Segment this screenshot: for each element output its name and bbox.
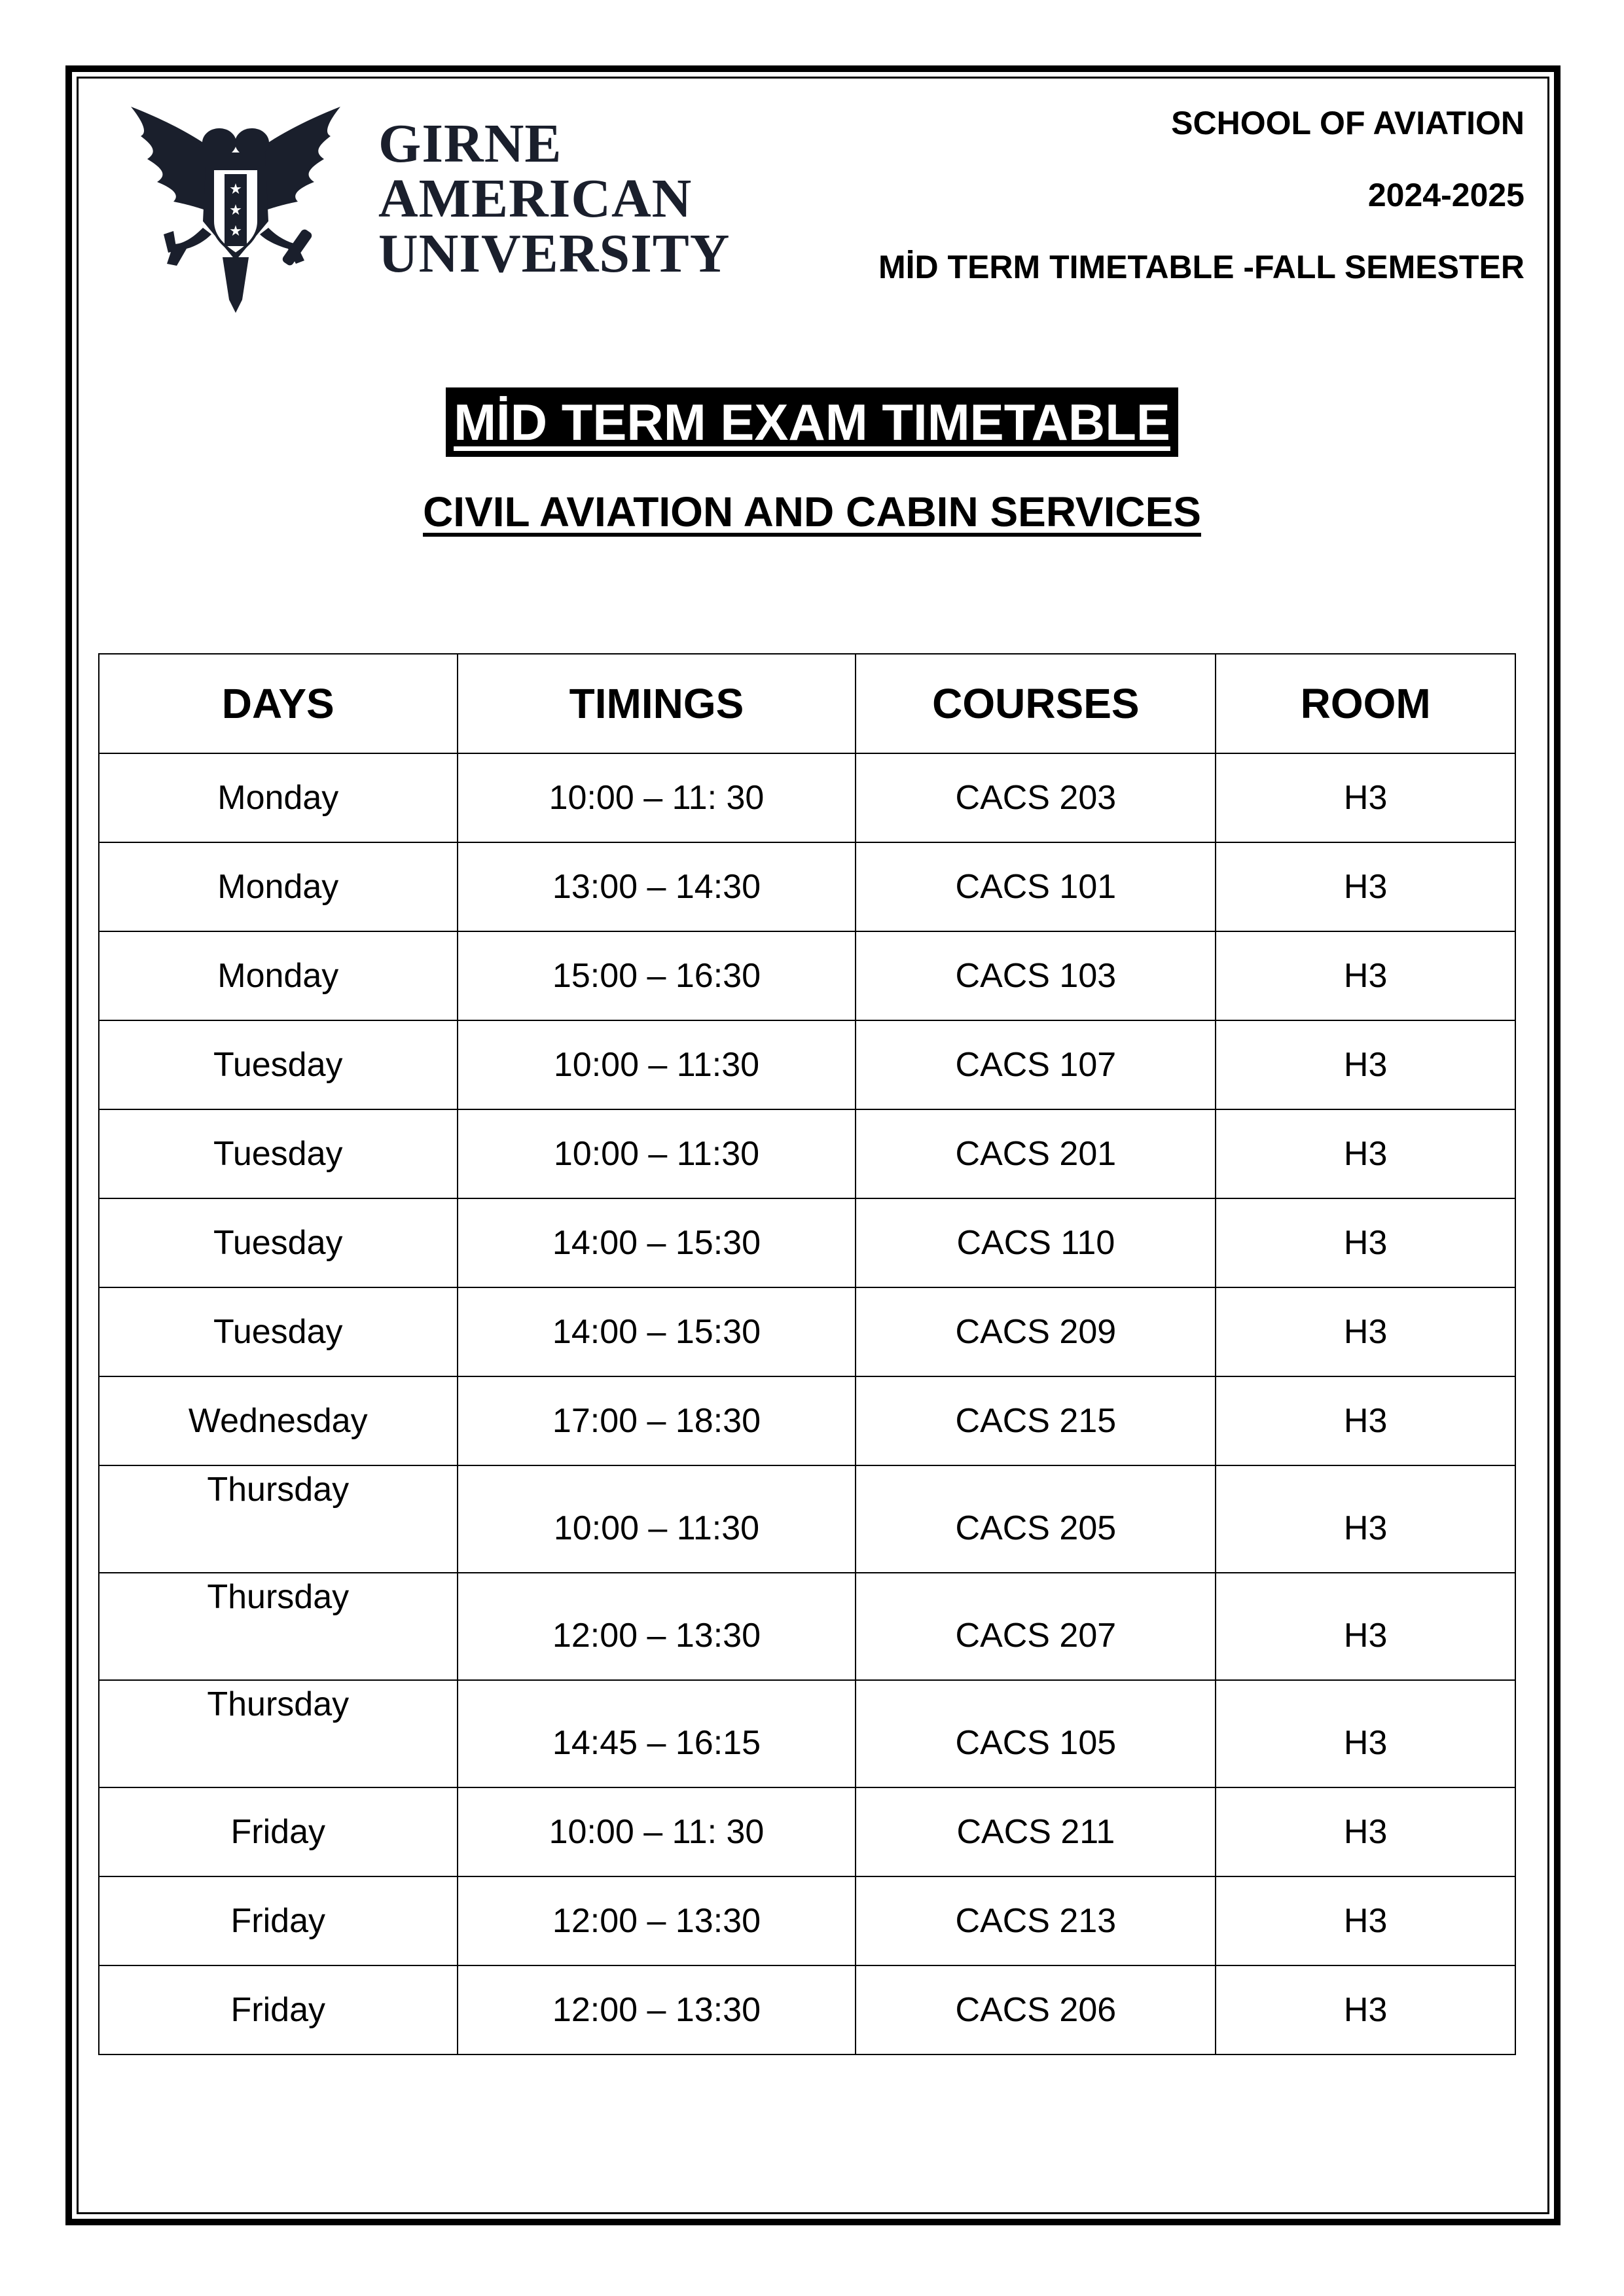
table-header-row xyxy=(99,654,1515,753)
header-info xyxy=(878,98,1525,314)
timing-cell: 13:00 – 14:30 xyxy=(458,842,856,931)
timing-cell: 14:45 – 16:15 xyxy=(458,1680,856,1787)
table-row xyxy=(99,1965,1515,2054)
room-cell: H3 xyxy=(1216,1020,1515,1109)
table-row xyxy=(99,1109,1515,1198)
course-cell: CACS 209 xyxy=(856,1287,1216,1376)
timing-cell: 10:00 – 11: 30 xyxy=(458,1787,856,1876)
day-cell: Friday xyxy=(99,1965,458,2054)
course-cell: CACS 203 xyxy=(856,753,1216,842)
school-name: SCHOOL OF AVIATION xyxy=(1171,105,1525,141)
svg-text:★: ★ xyxy=(229,223,242,240)
timing-cell: 12:00 – 13:30 xyxy=(458,1573,856,1680)
day-cell: Wednesday xyxy=(99,1376,458,1465)
table-row xyxy=(99,1287,1515,1376)
column-header-days: DAYS xyxy=(99,654,458,753)
room-cell: H3 xyxy=(1216,1376,1515,1465)
university-name-line-2: AMERICAN xyxy=(378,168,693,229)
column-header-room: ROOM xyxy=(1216,654,1515,753)
table-row xyxy=(99,1020,1515,1109)
column-header-timings: TIMINGS xyxy=(458,654,856,753)
day-cell: Monday xyxy=(99,842,458,931)
day-cell: Tuesday xyxy=(99,1020,458,1109)
course-cell: CACS 215 xyxy=(856,1376,1216,1465)
page-title xyxy=(0,387,1624,457)
day-cell: Thursday xyxy=(99,1573,458,1680)
column-header-courses: COURSES xyxy=(856,654,1216,753)
timing-cell: 17:00 – 18:30 xyxy=(458,1376,856,1465)
svg-text:★: ★ xyxy=(229,202,242,219)
university-name-line-1: GIRNE xyxy=(378,113,562,174)
timing-cell: 10:00 – 11:30 xyxy=(458,1020,856,1109)
table-row xyxy=(99,931,1515,1020)
course-cell: CACS 205 xyxy=(856,1465,1216,1573)
course-cell: CACS 211 xyxy=(856,1787,1216,1876)
room-cell: H3 xyxy=(1216,842,1515,931)
eagle-crest-logo-icon xyxy=(128,97,344,316)
day-cell: Tuesday xyxy=(99,1287,458,1376)
day-cell: Monday xyxy=(99,931,458,1020)
course-cell: CACS 103 xyxy=(856,931,1216,1020)
day-cell: Friday xyxy=(99,1876,458,1965)
timetable-subtitle: MİD TERM TIMETABLE -FALL SEMESTER xyxy=(878,249,1525,285)
course-cell: CACS 101 xyxy=(856,842,1216,931)
timing-cell: 14:00 – 15:30 xyxy=(458,1287,856,1376)
course-cell: CACS 105 xyxy=(856,1680,1216,1787)
course-cell: CACS 207 xyxy=(856,1573,1216,1680)
room-cell: H3 xyxy=(1216,1876,1515,1965)
table-row xyxy=(99,1787,1515,1876)
day-cell: Thursday xyxy=(99,1680,458,1787)
room-cell: H3 xyxy=(1216,1787,1515,1876)
course-cell: CACS 201 xyxy=(856,1109,1216,1198)
course-cell: CACS 110 xyxy=(856,1198,1216,1287)
timing-cell: 15:00 – 16:30 xyxy=(458,931,856,1020)
svg-text:★: ★ xyxy=(229,181,242,198)
table-row xyxy=(99,1876,1515,1965)
university-name-line-3: UNIVERSITY xyxy=(378,223,731,284)
day-cell: Tuesday xyxy=(99,1109,458,1198)
day-cell: Tuesday xyxy=(99,1198,458,1287)
course-cell: CACS 213 xyxy=(856,1876,1216,1965)
timing-cell: 10:00 – 11:30 xyxy=(458,1465,856,1573)
page-title-text: MİD TERM EXAM TIMETABLE xyxy=(446,387,1178,457)
course-cell: CACS 107 xyxy=(856,1020,1216,1109)
table-row xyxy=(99,1573,1515,1680)
room-cell: H3 xyxy=(1216,753,1515,842)
day-cell: Friday xyxy=(99,1787,458,1876)
table-row xyxy=(99,842,1515,931)
day-cell: Thursday xyxy=(99,1465,458,1573)
timing-cell: 10:00 – 11: 30 xyxy=(458,753,856,842)
timing-cell: 14:00 – 15:30 xyxy=(458,1198,856,1287)
department-title: CIVIL AVIATION AND CABIN SERVICES xyxy=(423,488,1201,535)
university-name xyxy=(378,113,731,284)
academic-year: 2024-2025 xyxy=(1367,177,1525,213)
table-row xyxy=(99,1376,1515,1465)
table-row xyxy=(99,1198,1515,1287)
day-cell: Monday xyxy=(99,753,458,842)
timing-cell: 12:00 – 13:30 xyxy=(458,1876,856,1965)
timing-cell: 12:00 – 13:30 xyxy=(458,1965,856,2054)
table-body xyxy=(99,753,1515,2054)
room-cell: H3 xyxy=(1216,1965,1515,2054)
room-cell: H3 xyxy=(1216,1109,1515,1198)
timing-cell: 10:00 – 11:30 xyxy=(458,1109,856,1198)
room-cell: H3 xyxy=(1216,931,1515,1020)
room-cell: H3 xyxy=(1216,1680,1515,1787)
table-row xyxy=(99,1680,1515,1787)
room-cell: H3 xyxy=(1216,1287,1515,1376)
table-row xyxy=(99,753,1515,842)
table-row xyxy=(99,1465,1515,1573)
room-cell: H3 xyxy=(1216,1573,1515,1680)
room-cell: H3 xyxy=(1216,1465,1515,1573)
course-cell: CACS 206 xyxy=(856,1965,1216,2054)
exam-timetable xyxy=(98,653,1516,2055)
room-cell: H3 xyxy=(1216,1198,1515,1287)
